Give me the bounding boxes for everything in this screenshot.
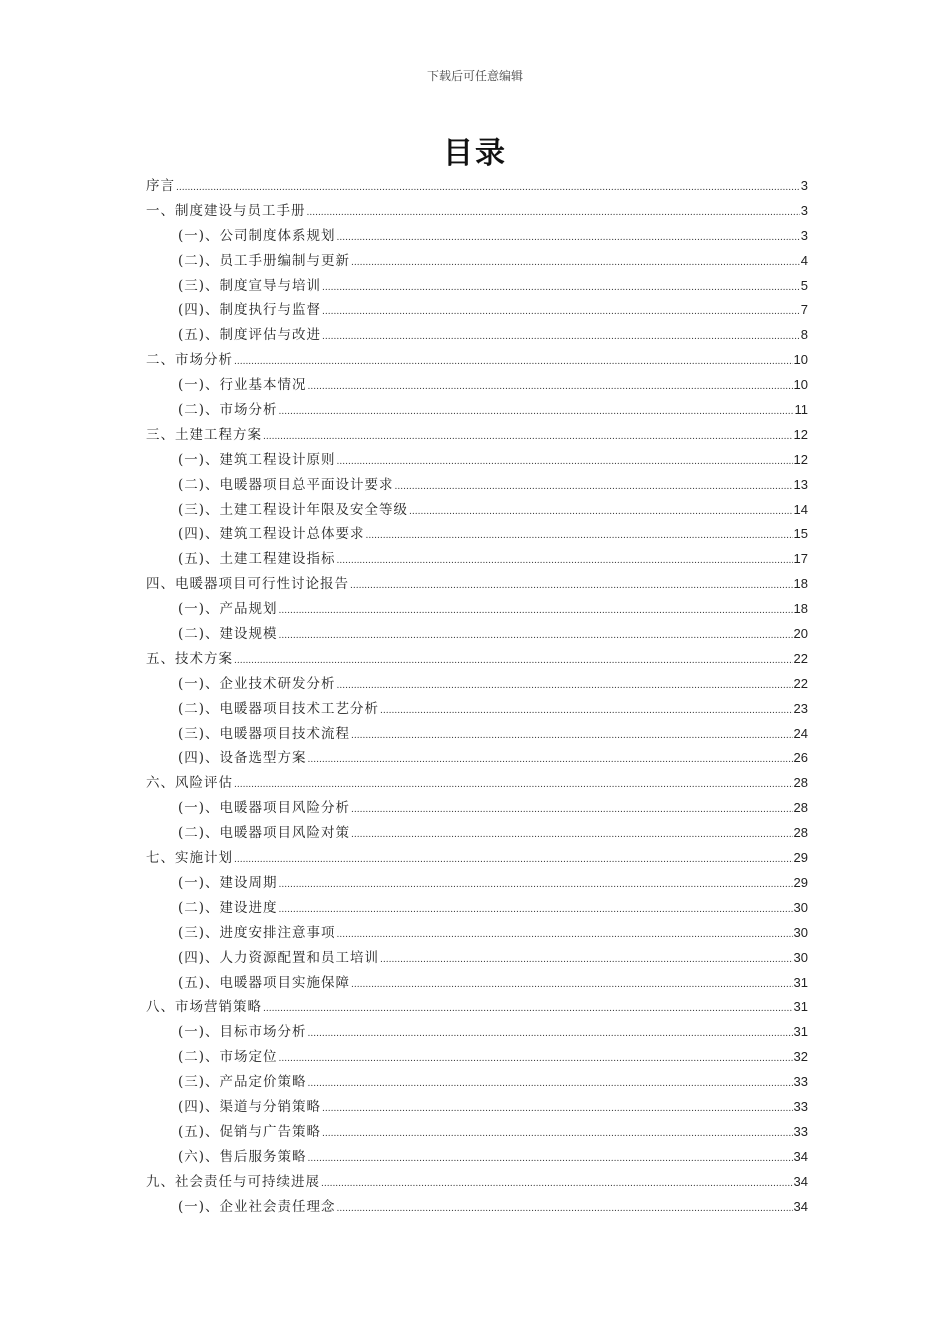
toc-dot-leader (366, 531, 793, 541)
toc-entry-page: 34 (793, 1198, 808, 1214)
toc-entry-label: (三)、制度宣导与培训 (178, 277, 322, 294)
toc-title: 目录 (443, 136, 507, 171)
toc-dot-leader (308, 1154, 793, 1164)
toc-entry-page: 4 (800, 252, 808, 268)
toc-entry[interactable] (146, 498, 808, 523)
toc-entry[interactable] (146, 846, 808, 871)
toc-dot-leader (279, 1054, 793, 1064)
toc-entry-label: 序言 (146, 178, 175, 194)
toc-entry[interactable] (146, 572, 808, 597)
toc-dot-leader (321, 1179, 793, 1189)
toc-entry-page: 34 (793, 1148, 808, 1164)
toc-entry-page: 10 (793, 352, 808, 368)
toc-entry[interactable] (146, 522, 808, 547)
toc-entry[interactable] (146, 796, 808, 821)
toc-entry-page: 22 (793, 675, 808, 691)
toc-entry-page: 12 (793, 451, 808, 467)
toc-entry-label: (一)、电暖器项目风险分析 (178, 800, 351, 817)
toc-entry-label: (三)、土建工程设计年限及安全等级 (178, 501, 409, 518)
toc-entry-page: 13 (793, 476, 808, 492)
toc-entry[interactable] (146, 1095, 808, 1120)
toc-dot-leader (337, 233, 800, 243)
toc-dot-leader (351, 731, 792, 741)
toc-entry-page: 18 (793, 601, 808, 617)
toc-entry-page: 20 (793, 626, 808, 642)
toc-entry-label: (五)、促销与广告策略 (178, 1123, 322, 1140)
toc-entry-page: 31 (793, 1024, 808, 1040)
toc-entry[interactable] (146, 274, 808, 299)
toc-entry-label: 六、风险评估 (146, 775, 233, 792)
toc-entry[interactable] (146, 1195, 808, 1220)
toc-entry-label: (二)、电暖器项目技术工艺分析 (178, 700, 380, 717)
toc-dot-leader (351, 805, 792, 815)
toc-entry-page: 28 (793, 800, 808, 816)
toc-entry-label: (五)、制度评估与改进 (178, 327, 322, 344)
toc-entry[interactable] (146, 298, 808, 323)
toc-dot-leader (337, 457, 793, 467)
toc-entry[interactable] (146, 547, 808, 572)
toc-entry-page: 14 (793, 501, 808, 517)
toc-dot-leader (395, 482, 793, 492)
toc-dot-leader (351, 258, 800, 268)
toc-entry-page: 34 (793, 1173, 808, 1189)
toc-entry-label: (二)、建设规模 (178, 626, 278, 643)
toc-entry[interactable] (146, 995, 808, 1020)
toc-entry-label: 九、社会责任与可持续进展 (146, 1173, 320, 1190)
toc-entry-page: 30 (793, 924, 808, 940)
toc-dot-leader (337, 556, 793, 566)
toc-entry-page: 23 (793, 700, 808, 716)
toc-entry[interactable] (146, 921, 808, 946)
toc-entry[interactable] (146, 697, 808, 722)
toc-entry-page: 28 (793, 775, 808, 791)
toc-dot-leader (307, 208, 800, 218)
toc-entry-page: 15 (793, 526, 808, 542)
toc-dot-leader (279, 631, 793, 641)
toc-dot-leader (234, 855, 793, 865)
toc-entry-page: 22 (793, 650, 808, 666)
toc-entry-label: 三、土建工程方案 (146, 426, 262, 443)
toc-entry-page: 29 (793, 850, 808, 866)
toc-dot-leader (308, 1029, 793, 1039)
toc-entry[interactable] (146, 373, 808, 398)
toc-dot-leader (322, 1104, 792, 1114)
toc-entry-page: 11 (794, 402, 808, 418)
toc-entry[interactable] (146, 348, 808, 373)
toc-entry-label: (一)、建筑工程设计原则 (178, 451, 336, 468)
toc-entry-label: (一)、公司制度体系规划 (178, 227, 336, 244)
toc-dot-leader (234, 780, 793, 790)
toc-entry-page: 26 (793, 750, 808, 766)
toc-entry-page: 3 (800, 178, 808, 193)
toc-entry-label: 八、市场营销策略 (146, 999, 262, 1016)
toc-entry-page: 3 (800, 202, 808, 218)
toc-entry-page: 10 (793, 377, 808, 393)
toc-entry-label: 五、技术方案 (146, 650, 233, 667)
toc-entry[interactable] (146, 1145, 808, 1170)
toc-dot-leader (322, 332, 800, 342)
toc-entry-page: 8 (800, 327, 808, 343)
toc-dot-leader (337, 930, 793, 940)
toc-entry-page: 33 (793, 1098, 808, 1114)
toc-entry-label: (四)、制度执行与监督 (178, 302, 322, 319)
toc-entry-label: (二)、市场定位 (178, 1049, 278, 1066)
toc-entry-label: (四)、建筑工程设计总体要求 (178, 526, 365, 543)
toc-entry[interactable] (146, 199, 808, 224)
toc-dot-leader (351, 980, 792, 990)
toc-entry-page: 30 (793, 949, 808, 965)
toc-entry[interactable] (146, 1120, 808, 1145)
toc-entry-page: 18 (793, 576, 808, 592)
toc-dot-leader (322, 307, 800, 317)
toc-entry-label: 二、市场分析 (146, 352, 233, 369)
toc-entry-label: 四、电暖器项目可行性讨论报告 (146, 576, 349, 593)
toc-dot-leader (279, 606, 793, 616)
toc-entry[interactable] (146, 398, 808, 423)
toc-entry[interactable] (146, 622, 808, 647)
toc-entry-label: (一)、行业基本情况 (178, 377, 307, 394)
toc-entry[interactable] (146, 672, 808, 697)
toc-dot-leader (279, 880, 793, 890)
toc-entry-label: (三)、电暖器项目技术流程 (178, 725, 351, 742)
header-note: 下载后可任意编辑 (426, 69, 523, 83)
toc-dot-leader (279, 905, 793, 915)
toc-entry-label: (二)、电暖器项目风险对策 (178, 825, 351, 842)
toc-dot-leader (234, 357, 793, 367)
toc-dot-leader (380, 955, 792, 965)
toc-entry-label: (五)、土建工程建设指标 (178, 551, 336, 568)
toc-entry[interactable] (146, 174, 808, 199)
toc-entry-page: 12 (793, 426, 808, 442)
toc-dot-leader (322, 283, 800, 293)
toc-entry-label: (四)、设备选型方案 (178, 750, 307, 767)
toc-entry[interactable] (146, 896, 808, 921)
toc-entry-label: (四)、渠道与分销策略 (178, 1098, 322, 1115)
toc-dot-leader (350, 581, 793, 591)
toc-dot-leader (380, 706, 792, 716)
toc-entry[interactable] (146, 448, 808, 473)
toc-dot-leader (308, 755, 793, 765)
toc-entry-label: (四)、人力资源配置和员工培训 (178, 949, 380, 966)
toc-entry[interactable] (146, 871, 808, 896)
toc-entry-label: (三)、产品定价策略 (178, 1074, 307, 1091)
toc-entry-label: (二)、建设进度 (178, 899, 278, 916)
toc-entry-label: (三)、进度安排注意事项 (178, 924, 336, 941)
toc-entry[interactable] (146, 1020, 808, 1045)
toc-entry-page: 31 (793, 974, 808, 990)
toc-dot-leader (176, 183, 800, 193)
toc-entry[interactable] (146, 249, 808, 274)
table-of-contents (146, 174, 808, 1219)
toc-entry-page: 29 (793, 874, 808, 890)
toc-entry[interactable] (146, 647, 808, 672)
toc-entry-label: (一)、企业技术研发分析 (178, 675, 336, 692)
toc-entry-label: 一、制度建设与员工手册 (146, 202, 306, 219)
toc-entry-label: (一)、建设周期 (178, 874, 278, 891)
toc-dot-leader (234, 656, 793, 666)
toc-dot-leader (308, 382, 793, 392)
toc-entry[interactable] (146, 771, 808, 796)
toc-entry-page: 7 (800, 302, 808, 318)
toc-entry[interactable] (146, 473, 808, 498)
toc-dot-leader (263, 432, 793, 442)
toc-entry-page: 24 (793, 725, 808, 741)
toc-entry-label: (二)、市场分析 (178, 402, 278, 419)
toc-entry-label: (二)、电暖器项目总平面设计要求 (178, 476, 394, 493)
toc-entry-label: (五)、电暖器项目实施保障 (178, 974, 351, 991)
toc-entry-page: 3 (800, 227, 808, 243)
toc-entry-page: 32 (793, 1049, 808, 1065)
toc-dot-leader (322, 1129, 792, 1139)
toc-entry-page: 33 (793, 1074, 808, 1090)
toc-entry[interactable] (146, 1170, 808, 1195)
toc-entry-label: (二)、员工手册编制与更新 (178, 252, 351, 269)
toc-entry-label: 七、实施计划 (146, 850, 233, 867)
toc-entry-page: 5 (800, 277, 808, 293)
toc-entry[interactable] (146, 1045, 808, 1070)
toc-entry[interactable] (146, 597, 808, 622)
toc-entry-page: 31 (793, 999, 808, 1015)
toc-entry-page: 17 (793, 551, 808, 567)
toc-entry-label: (六)、售后服务策略 (178, 1148, 307, 1165)
toc-entry[interactable] (146, 971, 808, 996)
toc-dot-leader (351, 830, 792, 840)
toc-entry-label: (一)、企业社会责任理念 (178, 1198, 336, 1215)
toc-entry[interactable] (146, 746, 808, 771)
toc-entry-label: (一)、产品规划 (178, 601, 278, 618)
toc-entry[interactable] (146, 946, 808, 971)
toc-dot-leader (337, 681, 793, 691)
toc-entry[interactable] (146, 224, 808, 249)
toc-dot-leader (409, 507, 792, 517)
toc-entry[interactable] (146, 423, 808, 448)
toc-dot-leader (279, 407, 794, 417)
toc-entry-page: 33 (793, 1123, 808, 1139)
toc-entry-page: 30 (793, 899, 808, 915)
toc-dot-leader (263, 1004, 793, 1014)
toc-entry[interactable] (146, 1070, 808, 1095)
toc-entry[interactable] (146, 821, 808, 846)
toc-entry[interactable] (146, 323, 808, 348)
toc-dot-leader (337, 1204, 793, 1214)
toc-entry[interactable] (146, 722, 808, 747)
toc-entry-page: 28 (793, 825, 808, 841)
toc-dot-leader (308, 1079, 793, 1089)
toc-entry-label: (一)、目标市场分析 (178, 1024, 307, 1041)
